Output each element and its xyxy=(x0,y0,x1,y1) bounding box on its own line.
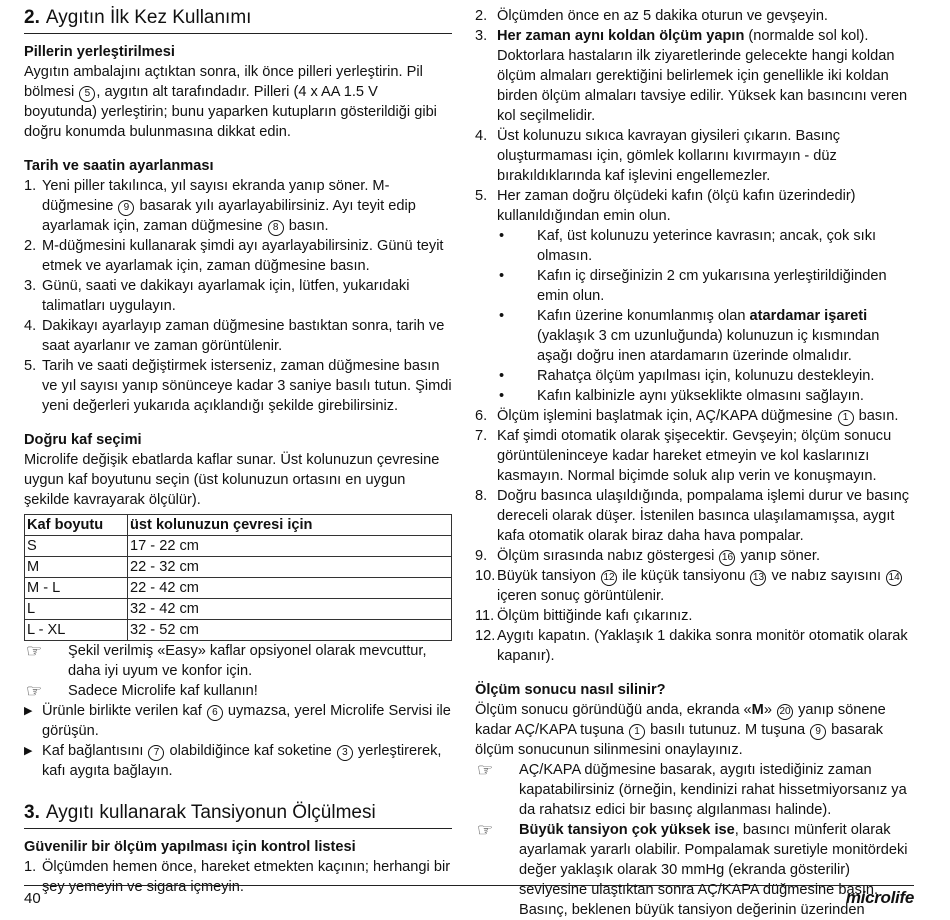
pointing-hand-icon: ☞ xyxy=(26,681,43,701)
reference-number: 6 xyxy=(207,705,223,721)
reference-number: 1 xyxy=(629,724,645,740)
list-item: 11. Ölçüm bittiğinde kafı çıkarınız. xyxy=(475,608,693,624)
pointing-hand-icon: ☞ xyxy=(477,760,494,780)
note: ☞ Büyük tansiyon çok yüksek ise, basıncı münferit olarak ayarlamak yararlı olabilir. Pompalamak suretiyle monitördeki değer yaklaşık olarak 30 mmHg (ekranda gösterilir) seviyesine ulaştıktan sonra AÇ/KAPA düğmesine basın. Basınç, beklenen büyük tansiyon değerinin üzerinden xyxy=(477,820,908,918)
batteries-text: Aygıtın ambalajını açtıktan sonra, ilk önce pilleri yerleştirin. Pil bölmesi 5 , aygıtın alt tarafındadır. Pilleri (4 x AA 1.5 V boyutunda) yerleştirin; bunu yaparken kutupların gösterildiği gibi doğru konumda bulunmasına dikkat edin. xyxy=(24,64,437,140)
table-row: L 32 - 42 cm xyxy=(25,599,452,620)
list-item: 8. Doğru basınca ulaşıldığında, pompalama işlemi durur ve basınç dereceli olarak düşer. İstenilen basınca ulaşılamamışsa, aygıt kafa otomatik olarak biraz daha hava pompalar. xyxy=(475,488,910,544)
cuff-bullets xyxy=(497,226,915,406)
note: ☞ Şekil verilmiş «Easy» kaflar opsiyonel olarak mevcuttur, daha iyi uyum ve konfor için. xyxy=(26,641,427,679)
table-header: üst kolunuzun çevresi için xyxy=(128,515,452,536)
list-item: 3. Günü, saati ve dakikayı ayarlamak için, lütfen, yukarıdaki talimatları uygulayın. xyxy=(24,278,410,314)
list-item: 9. Ölçüm sırasında nabız göstergesi 16 yanıp söner. xyxy=(475,548,821,564)
list-item: 1. Yeni piller takılınca, yıl sayısı ekranda yanıp söner. M-düğmesine 9 basarak yılı ayarlayabilirsiniz. Ayı teyit edip ayarlamak için, zaman düğmesine 8 basın. xyxy=(24,178,416,234)
list-item: 10. Büyük tansiyon 12 ile küçük tansiyonu 13 ve nabız sayısını 14 içeren sonuç görüntülenir. xyxy=(475,566,915,606)
list-item: 4. Dakikayı ayarlayıp zaman düğmesine bastıktan sonra, tarih ve saat ayarlanır ve zaman görüntülenir. xyxy=(24,318,445,354)
list-item: • Kaf, üst kolunuzu yeterince kavrasın; ancak, çok sıkı olmasın. xyxy=(515,226,915,266)
reference-number: 8 xyxy=(268,220,284,236)
cuff-text: Microlife değişik ebatlarda kaflar sunar. Üst kolunuzun çevresine uygun kaf boyutunu seçin (üst kolunuzun ortasını en uygun şekilde kavrayarak ölçülür). xyxy=(24,452,440,508)
list-item: 4. Üst kolunuzu sıkıca kavrayan giysileri çıkarın. Basınç oluşturmaması için, gömlek kollarını kıvırmayın - düz bırakıldıklarında kaf işlevini engellemezler. xyxy=(475,128,841,184)
note: ☞ AÇ/KAPA düğmesine basarak, aygıtı istediğiniz zaman kapatabilirsiniz (örneğin, kendinizi rahat hissetmiyorsanız ya da rahatsız edici bir basınç algılanması halinde). xyxy=(477,760,907,818)
list-item: • Kafın üzerine konumlanmış olan atardamar işareti (yaklaşık 3 cm uzunluğunda) kolunuzun iç kısmından aşağı doğru inen atardamarın üzerinde olmalıdır. xyxy=(515,306,915,366)
reference-number: 9 xyxy=(118,200,134,216)
reference-number: 7 xyxy=(148,745,164,761)
left-column xyxy=(24,6,452,897)
page-number: 40 xyxy=(24,890,41,907)
right-column xyxy=(475,6,915,920)
list-item: 2. M-düğmesini kullanarak şimdi ayı ayarlayabilirsiniz. Günü teyit etmek ve ayarlamak için, zaman düğmesine basın. xyxy=(24,238,444,274)
list-item: 6. Ölçüm işlemini başlatmak için, AÇ/KAPA düğmesine 1 basın. xyxy=(475,408,899,424)
table-header: Kaf boyutu xyxy=(25,515,128,536)
datetime-heading: Tarih ve saatin ayarlanması xyxy=(24,158,214,174)
reference-number: 13 xyxy=(750,570,766,586)
list-item: • Kafın iç dirseğinizin 2 cm yukarısına yerleştirildiğinden emin olun. xyxy=(515,266,915,306)
page-footer xyxy=(24,885,914,907)
reference-number: 20 xyxy=(777,704,793,720)
delete-heading: Ölçüm sonucu nasıl silinir? xyxy=(475,682,666,698)
brand-logo: microlife xyxy=(845,888,914,907)
section-heading-first-use: 2. Aygıtın İlk Kez Kullanımı xyxy=(24,6,452,34)
list-item: 3. Her zaman aynı koldan ölçüm yapın (normalde sol kol). Doktorlara hastaların ilk ziyaretlerinde gelecekte hangi koldan ölçüm almaları gerektiğini belirlemek için genellikle iki koldan birden ölçüm almaları tavsiye edilir. Yüksek kan basıncını veren kol seçilmelidir. xyxy=(475,28,908,124)
reference-number: 9 xyxy=(810,724,826,740)
list-item: 12. Aygıtı kapatın. (Yaklaşık 1 dakika sonra monitör otomatik olarak kapanır). xyxy=(475,628,908,664)
list-item: 2. Ölçümden önce en az 5 dakika oturun ve gevşeyin. xyxy=(475,8,828,24)
reference-number: 12 xyxy=(601,570,617,586)
reference-number: 5 xyxy=(79,86,95,102)
table-row: S 17 - 22 cm xyxy=(25,536,452,557)
table-row: M 22 - 32 cm xyxy=(25,557,452,578)
list-item: 5. Tarih ve saati değiştirmek isterseniz, zaman düğmesine basın ve yıl sayısı yanıp sönünceye kadar 3 saniye basılı tutun. Şimdi yeni değerleri yukarıda açıklandığı şekilde girebilirsiniz. xyxy=(24,358,452,414)
bullet-item: ▶ Kaf bağlantısını 7 olabildiğince kaf soketine 3 yerleştirerek, kafı aygıta bağlayın. xyxy=(24,743,442,779)
reference-number: 3 xyxy=(337,745,353,761)
list-item: 7. Kaf şimdi otomatik olarak şişecektir. Gevşeyin; ölçüm sonucu görüntüleninceye kadar hareket etmeyin ve kol kaslarınızı kasmayın. Normal biçimde soluk alıp verin ve konuşmayın. xyxy=(475,428,892,484)
checklist-steps xyxy=(24,857,452,897)
checklist-heading: Güvenilir bir ölçüm yapılması için kontrol listesi xyxy=(24,839,356,855)
cuff-heading: Doğru kaf seçimi xyxy=(24,432,142,448)
triangle-bullet-icon: ▶ xyxy=(24,705,33,717)
pointing-hand-icon: ☞ xyxy=(477,820,494,840)
list-item: • Kafın kalbinizle aynı yükseklikte olmasını sağlayın. xyxy=(515,386,915,406)
section-heading-measurement: 3. Aygıtı kullanarak Tansiyonun Ölçülmesi xyxy=(24,801,452,829)
reference-number: 16 xyxy=(719,550,735,566)
bullet-item: ▶ Ürünle birlikte verilen kaf 6 uymazsa, yerel Microlife Servisi ile görüşün. xyxy=(24,703,451,739)
checklist-steps-continued xyxy=(475,6,915,666)
batteries-heading: Pillerin yerleştirilmesi xyxy=(24,44,175,60)
datetime-steps xyxy=(24,176,452,416)
triangle-bullet-icon: ▶ xyxy=(24,745,33,757)
reference-number: 1 xyxy=(838,410,854,426)
table-row: L - XL 32 - 52 cm xyxy=(25,620,452,641)
cuff-size-table xyxy=(24,514,452,641)
reference-number: 14 xyxy=(886,570,902,586)
pointing-hand-icon: ☞ xyxy=(26,641,43,661)
list-item: 5. Her zaman doğru ölçüdeki kafın (ölçü kafın üzerindedir) kullanıldığından emin olun. • Kaf, üst kolunuzu yeterince kavrasın; ancak, çok sıkı olmasın. • Kafın iç dirseğinizin 2 cm yukarısına yerleştirildiğinden emin olun. • Kafın üzerine konumlanmış olan atardamar işareti (yaklaşık 3 cm uzunluğunda) kolunuzun iç kısmından aşağı doğru inen atardamarın üzerinde olmalıdır. • Rahatça ölçüm yapılması için, kolunuzu destekleyin. • Kafın kalbinizle aynı yükseklikte olmasını sağlayın. xyxy=(475,186,915,406)
table-row: M - L 22 - 42 cm xyxy=(25,578,452,599)
note: ☞ Sadece Microlife kaf kullanın! xyxy=(26,681,258,701)
list-item: 1. Ölçümden hemen önce, hareket etmekten kaçının; herhangi bir şey yemeyin ve sigara içmeyin. xyxy=(24,859,451,895)
list-item: • Rahatça ölçüm yapılması için, kolunuzu destekleyin. xyxy=(515,366,915,386)
delete-text: Ölçüm sonucu göründüğü anda, ekranda «M» 20 yanıp sönene kadar AÇ/KAPA tuşuna 1 basılı tutunuz. M tuşuna 9 basarak ölçüm sonucunun silinmesini onaylayınız. xyxy=(475,702,886,758)
